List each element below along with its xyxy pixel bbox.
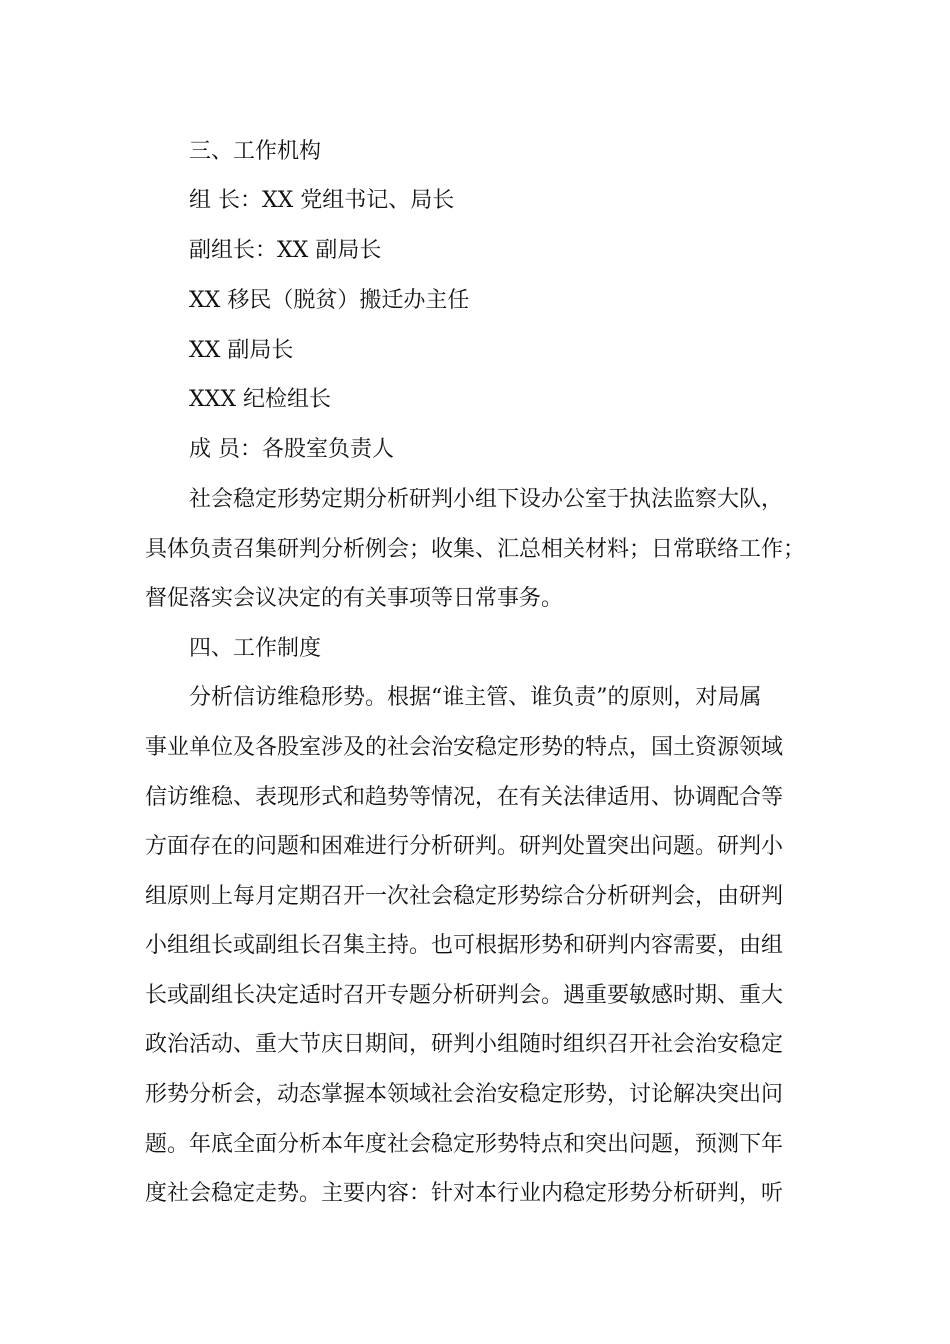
member-deputy-leader: 副组长：XX 副局长	[189, 238, 382, 263]
system-paragraph-line: 组原则上每月定期召开一次社会稳定形势综合分析研判会，由研判	[145, 884, 784, 909]
system-paragraph-line: 政治活动、重大节庆日期间，研判小组随时组织召开社会治安稳定	[145, 1032, 784, 1057]
system-paragraph-line: 信访维稳、表现形式和趋势等情况，在有关法律适用、协调配合等	[145, 785, 784, 810]
system-paragraph-line: 形势分析会，动态掌握本领域社会治安稳定形势，讨论解决突出问	[145, 1082, 784, 1107]
system-paragraph-line: 方面存在的问题和困难进行分析研判。研判处置突出问题。研判小	[145, 834, 784, 859]
section-three-heading: 三、工作机构	[189, 139, 322, 164]
office-paragraph-line: 督促落实会议决定的有关事项等日常事务。	[145, 586, 564, 611]
system-paragraph-line: 长或副组长决定适时召开专题分析研判会。遇重要敏感时期、重大	[145, 983, 784, 1008]
system-paragraph-line: 题。年底全面分析本年度社会稳定形势特点和突出问题，预测下年	[145, 1132, 784, 1157]
office-paragraph-line: 社会稳定形势定期分析研判小组下设办公室于执法监察大队，	[189, 487, 784, 512]
system-paragraph-line: 分析信访维稳形势。根据“谁主管、谁负责”的原则，对局属	[189, 685, 762, 710]
member-leader: 组 长：XX 党组书记、局长	[189, 188, 455, 213]
office-paragraph-line: 具体负责召集研判分析例会；收集、汇总相关材料；日常联络工作；	[145, 537, 806, 562]
system-paragraph-line: 事业单位及各股室涉及的社会治安稳定形势的特点，国土资源领域	[145, 735, 784, 760]
member-discipline-leader: XXX 纪检组长	[189, 387, 331, 412]
member-deputy-director: XX 副局长	[189, 338, 294, 363]
member-relocation-director: XX 移民（脱贫）搬迁办主任	[189, 288, 470, 313]
member-staff: 成 员：各股室负责人	[189, 437, 394, 462]
system-paragraph-line: 度社会稳定走势。主要内容：针对本行业内稳定形势分析研判，听	[145, 1181, 784, 1206]
section-four-heading: 四、工作制度	[189, 636, 322, 661]
system-paragraph-line: 小组组长或副组长召集主持。也可根据形势和研判内容需要，由组	[145, 933, 784, 958]
